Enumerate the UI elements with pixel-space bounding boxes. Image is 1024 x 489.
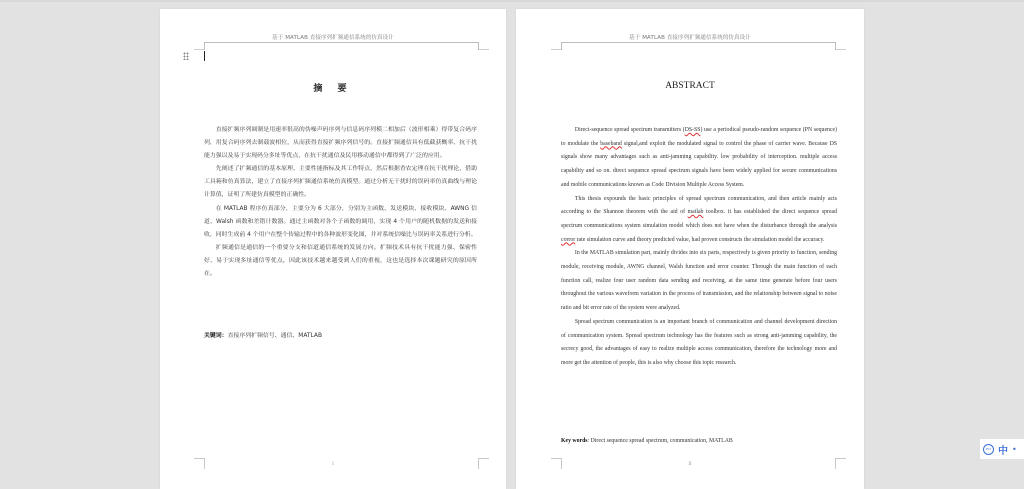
text-cursor <box>204 51 205 61</box>
margin-corner-mark <box>479 49 489 50</box>
spellcheck-flagged-word[interactable]: baseband <box>600 140 622 147</box>
header-rule <box>204 42 478 43</box>
paragraph: 直接扩频序列调制是用速率很高的伪噪声码序列与信息码序列模二相加后（波形相乘）得带复合码序列，用复合码序列去制载波相位，从而获得直接扩频序列信号的。直接扩频通信具有低截获概率、抗干扰能力强以及易于实现码分多址等优点，在抗干扰通信及民用移动通信中都得到了广泛的应用。 <box>204 127 477 160</box>
abstract-body-en[interactable] <box>561 124 837 371</box>
paragraph: 扩频通信是通信的一个重要分支和信道通信系统的发展方向。扩频技术具有抗干扰能力强、保密性好、易于实现多址通信等优点，因此该技术越来越受到人们的重视，这也是选择本次课题研究的原因所在。 <box>204 244 477 278</box>
paragraph: In the MATLAB simulation part, mainly divides into six parts, respectively is given priority to function, sending module, receiving module, AWNG channel, Walsh function and error counter. Through the main function of each function call, realize four user random data sending and receiving, at the same time generate before four users throughout the various waveform variation in the process of transmission, and the relationship between signal to noise ratio and bit error rate of the system were analyzed. <box>561 250 837 312</box>
ime-logo-icon[interactable]: iFLY <box>983 444 994 455</box>
text-run: signal,and exploit the modulated signal to control the phase of carrier wave. Because DS signals show many advantages such as anti-jamming capability. low probability of interception. multiple access capability and so on. direct sequence spread spectrum signals have been widely applied for secure communications and mobile communications known as Code Division Multiple Access System. <box>561 140 838 188</box>
page-title: ABSTRACT <box>665 81 715 91</box>
spellcheck-flagged-word[interactable]: matlab <box>687 209 704 216</box>
paragraph: 先阐述了扩频通信的基本原理、主要性能指标及其工作特点，然后根据香农定理在抗干扰理论，借助工具箱和仿真算法，建立了直接序列扩频通信系统仿真模型。通过分析无干扰时的误码率仿真曲线与理论计算值，证明了所建仿真模型的正确性。 <box>204 166 477 199</box>
spellcheck-flagged-word[interactable]: corror <box>561 236 576 243</box>
text-run: rate simulation curve and theory predicted value, had proven constructs the simulation model the accuracy. <box>575 236 825 243</box>
paragraph <box>561 124 837 193</box>
toolbar-shadow <box>0 0 1024 2</box>
keywords-line <box>561 438 733 444</box>
header-rule <box>561 42 835 43</box>
keywords-value: 直接序列扩频信号、通信、MATLAB <box>227 333 322 339</box>
abstract-body-cn[interactable] <box>204 124 477 281</box>
margin-corner-mark <box>204 42 205 50</box>
margin-corner-mark <box>561 42 562 50</box>
margin-corner-mark <box>551 49 561 50</box>
paragraph: Spread spectrum communication is an important branch of communication and channel development direction of communication system. Spread spectrum technology has the features such as strong anti-jamming capability, the secrecy good, the advantages of easy to realize multiple access communication, therefore the technology more and more get the attention of people, this is also why choose this topic research. <box>561 318 837 366</box>
keywords-label: 关键词： <box>204 333 228 339</box>
text-run: Direct-sequence spread spectrum transmitters ( <box>574 127 685 133</box>
margin-corner-mark <box>194 49 204 50</box>
text-run: This thesis expounds the basic principles of spread spectrum communication, and then article mainly acts according to the Shannon theorem with the aid of <box>561 195 837 216</box>
paragraph <box>561 193 837 248</box>
document-page-abstract-en[interactable] <box>516 9 864 489</box>
spellcheck-flagged-word[interactable]: DS-SS <box>684 127 701 133</box>
ime-punctuation-icon[interactable]: • <box>1012 444 1017 454</box>
ime-toolbar[interactable] <box>980 439 1024 459</box>
text-run: ) use a periodical pseudo-random sequence (PN sequence) to modulate the <box>561 127 837 147</box>
ime-language-toggle[interactable]: 中 <box>998 445 1008 457</box>
running-header: 基于 MATLAB 直接序列扩频通信系统的仿真设计 <box>272 35 394 41</box>
text-run: toolbox. it has established the direct sequence spread spectrum communications system simulation model which does not have when the disturbance through the analysis <box>561 209 837 229</box>
keywords-line <box>204 330 322 339</box>
paragraph-drag-handle-icon[interactable] <box>183 52 189 60</box>
document-page-abstract-cn[interactable] <box>160 9 506 489</box>
keywords-value: : Direct sequence spread spectrum, communication, MATLAB <box>587 438 733 444</box>
page-number: I <box>332 462 334 467</box>
margin-corner-mark <box>836 49 846 50</box>
page-title: 摘 要 <box>313 84 353 94</box>
page-number: II <box>688 462 692 467</box>
paragraph: 在 MATLAB 程序仿真部分，主要分为 6 大部分，分别为主函数、发送模块、接收模块、AWNG 信道、Walsh 函数和差错计数器。通过主函数对各个子函数的调用，实现 4 个用户的随机数据的发送和接收，同时生成前 4 个用户在整个传输过程中的各种波形变化图，并对系统信噪比与误码率关系进行分析。 <box>204 205 477 238</box>
running-header: 基于 MATLAB 直接序列扩频通信系统的仿真设计 <box>629 35 751 41</box>
keywords-label: Key words <box>561 438 588 444</box>
